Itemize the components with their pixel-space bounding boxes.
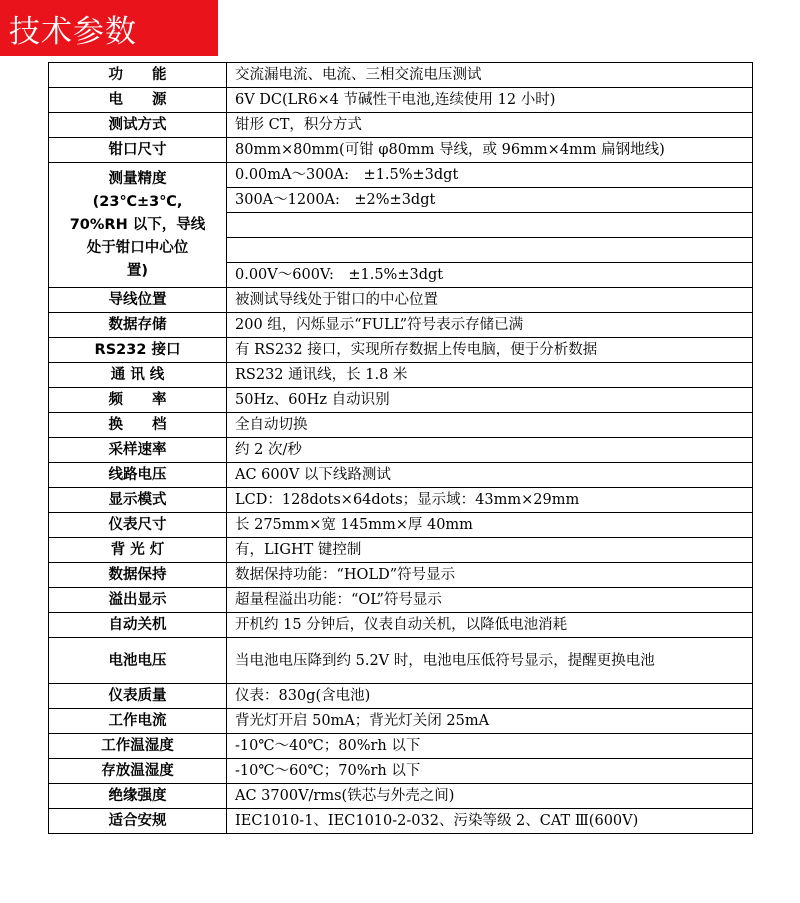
spec-key: 自动关机 [49, 613, 227, 638]
spec-key: 仪表尺寸 [49, 513, 227, 538]
spec-value: 0.00V～600V: ±1.5%±3dgt [227, 263, 753, 288]
spec-key: 采样速率 [49, 438, 227, 463]
table-row [49, 613, 753, 638]
spec-value: 6V DC(LR6×4 节碱性干电池,连续使用 12 小时) [227, 88, 753, 113]
table-row [49, 88, 753, 113]
table-row [49, 463, 753, 488]
spec-key: 测量精度 (23℃±3℃, 70%RH 以下，导线 处于钳口中心位 置) [49, 163, 227, 288]
spec-value: 约 2 次/秒 [227, 438, 753, 463]
spec-value: 有，LIGHT 键控制 [227, 538, 753, 563]
spec-key: 绝缘强度 [49, 784, 227, 809]
spec-key: 适合安规 [49, 809, 227, 834]
spec-key: 线路电压 [49, 463, 227, 488]
spec-value: 开机约 15 分钟后，仪表自动关机，以降低电池消耗 [227, 613, 753, 638]
spec-value: 80mm×80mm(可钳 φ80mm 导线，或 96mm×4mm 扁钢地线) [227, 138, 753, 163]
section-header [0, 0, 218, 56]
spec-key: 工作电流 [49, 709, 227, 734]
table-row [49, 638, 753, 684]
table-row [49, 288, 753, 313]
spec-key: 频 率 [49, 388, 227, 413]
spec-table [48, 62, 753, 834]
spec-key: 存放温湿度 [49, 759, 227, 784]
spec-value: 长 275mm×宽 145mm×厚 40mm [227, 513, 753, 538]
table-row [49, 338, 753, 363]
spec-value: 当电池电压降到约 5.2V 时，电池电压低符号显示，提醒更换电池 [227, 638, 753, 684]
table-row [49, 538, 753, 563]
spec-key: 溢出显示 [49, 588, 227, 613]
table-row [49, 684, 753, 709]
table-row [49, 759, 753, 784]
spec-value: 200 组，闪烁显示“FULL”符号表示存储已满 [227, 313, 753, 338]
spec-value: 0.00mA～300A: ±1.5%±3dgt [227, 163, 753, 188]
spec-value: AC 3700V/rms(铁芯与外壳之间) [227, 784, 753, 809]
spec-value: LCD：128dots×64dots；显示域：43mm×29mm [227, 488, 753, 513]
table-row [49, 363, 753, 388]
spec-value: 背光灯开启 50mA；背光灯关闭 25mA [227, 709, 753, 734]
spec-value: 全自动切换 [227, 413, 753, 438]
spec-value: 300A～1200A: ±2%±3dgt [227, 188, 753, 213]
spec-key: 导线位置 [49, 288, 227, 313]
spec-key: 数据保持 [49, 563, 227, 588]
table-row [49, 63, 753, 88]
spec-key: 工作温湿度 [49, 734, 227, 759]
spec-value: RS232 通讯线，长 1.8 米 [227, 363, 753, 388]
table-row [49, 313, 753, 338]
table-row [49, 513, 753, 538]
spec-key: RS232 接口 [49, 338, 227, 363]
spec-key: 换 档 [49, 413, 227, 438]
section-title: 技术参数 [9, 13, 137, 50]
spec-value: IEC1010-1、IEC1010-2-032、污染等级 2、CAT Ⅲ(600V) [227, 809, 753, 834]
spec-key: 显示模式 [49, 488, 227, 513]
spec-key: 功 能 [49, 63, 227, 88]
spec-key: 数据存储 [49, 313, 227, 338]
spec-value: 超量程溢出功能：“OL”符号显示 [227, 588, 753, 613]
spec-value: -10℃～40℃；80%rh 以下 [227, 734, 753, 759]
spec-key: 钳口尺寸 [49, 138, 227, 163]
table-row [49, 438, 753, 463]
table-row [49, 563, 753, 588]
table-row [49, 163, 753, 188]
table-row [49, 809, 753, 834]
table-row [49, 113, 753, 138]
spec-value: AC 600V 以下线路测试 [227, 463, 753, 488]
spec-key: 测试方式 [49, 113, 227, 138]
spec-value [227, 213, 753, 238]
table-row [49, 734, 753, 759]
spec-key: 电 源 [49, 88, 227, 113]
table-row [49, 709, 753, 734]
table-row [49, 138, 753, 163]
spec-value: 50Hz、60Hz 自动识别 [227, 388, 753, 413]
spec-value: 数据保持功能：“HOLD”符号显示 [227, 563, 753, 588]
table-row [49, 488, 753, 513]
spec-value: 交流漏电流、电流、三相交流电压测试 [227, 63, 753, 88]
spec-value: 钳形 CT，积分方式 [227, 113, 753, 138]
spec-key: 通 讯 线 [49, 363, 227, 388]
spec-key: 仪表质量 [49, 684, 227, 709]
spec-value: -10℃～60℃；70%rh 以下 [227, 759, 753, 784]
table-row [49, 413, 753, 438]
table-row [49, 388, 753, 413]
spec-value [227, 238, 753, 263]
table-row [49, 784, 753, 809]
spec-value: 有 RS232 接口，实现所存数据上传电脑，便于分析数据 [227, 338, 753, 363]
spec-key: 电池电压 [49, 638, 227, 684]
spec-value: 仪表：830g(含电池) [227, 684, 753, 709]
spec-value: 被测试导线处于钳口的中心位置 [227, 288, 753, 313]
table-row [49, 588, 753, 613]
spec-key: 背 光 灯 [49, 538, 227, 563]
